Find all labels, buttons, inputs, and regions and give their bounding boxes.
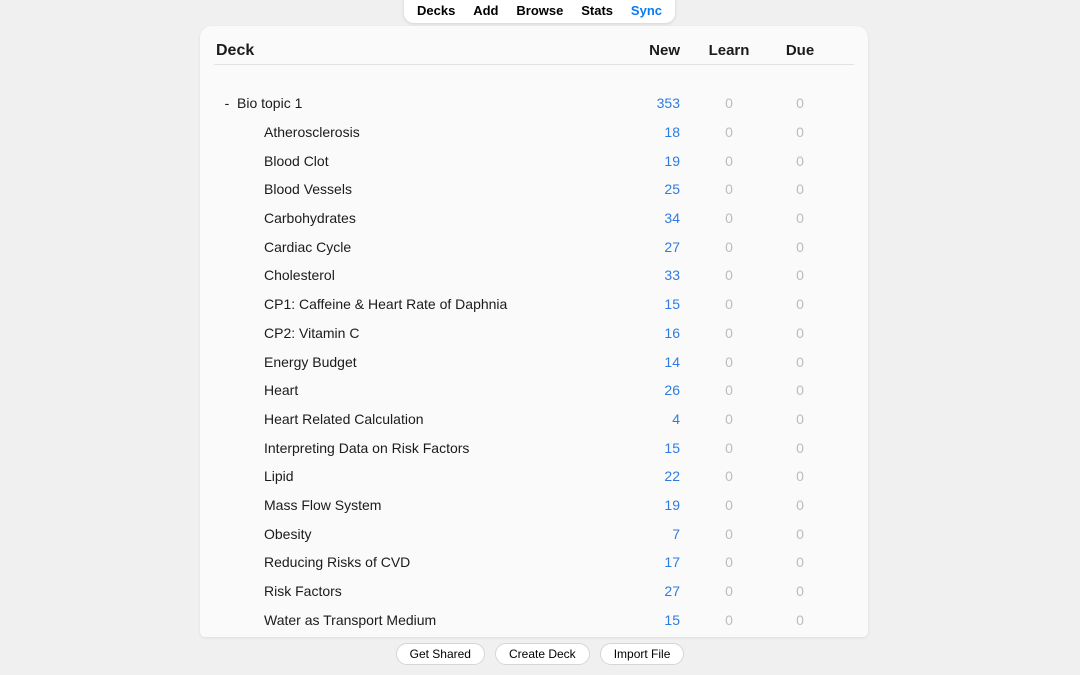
deck-name[interactable]: Obesity [264,525,312,542]
tab-browse[interactable]: Browse [516,3,564,18]
new-count: 19 [664,152,680,169]
due-count: 0 [796,95,804,112]
deck-row[interactable] [200,519,868,548]
due-count: 0 [796,554,804,571]
deck-name-cell [216,124,634,140]
due-count: 0 [796,382,804,399]
new-count: 15 [664,296,680,313]
new-count: 15 [664,611,680,628]
deck-row[interactable] [200,491,868,520]
deck-name[interactable]: Lipid [264,468,294,485]
deck-row[interactable] [200,405,868,434]
learn-count: 0 [725,124,733,141]
new-count: 7 [672,525,680,542]
deck-name-cell [216,210,634,226]
due-count: 0 [796,439,804,456]
due-count: 0 [796,410,804,427]
deck-name-cell [216,153,634,169]
learn-count: 0 [725,238,733,255]
deck-name[interactable]: Blood Clot [264,152,329,169]
deck-name-cell [216,497,634,513]
deck-name-cell [216,181,634,197]
new-count: 19 [664,496,680,513]
deck-row[interactable] [200,290,868,319]
deck-row[interactable] [200,577,868,606]
learn-count: 0 [725,353,733,370]
deck-list-panel [200,26,868,637]
learn-count: 0 [725,181,733,198]
new-count: 16 [664,324,680,341]
column-header-learn: Learn [708,42,750,59]
due-count: 0 [796,238,804,255]
learn-count: 0 [725,296,733,313]
deck-name-cell [216,612,634,628]
footer-actions [0,643,1080,665]
deck-name-cell [216,95,634,111]
tab-decks[interactable]: Decks [417,3,456,18]
learn-count: 0 [725,382,733,399]
new-count: 22 [664,468,680,485]
deck-name[interactable]: Heart [264,382,299,399]
deck-name[interactable]: Mass Flow System [264,496,382,513]
deck-name[interactable]: Blood Vessels [264,181,352,198]
due-count: 0 [796,296,804,313]
learn-count: 0 [725,95,733,112]
new-count: 17 [664,554,680,571]
deck-name[interactable]: Interpreting Data on Risk Factors [264,439,470,456]
new-count: 25 [664,181,680,198]
deck-row[interactable] [200,261,868,290]
deck-name-cell [216,411,634,427]
deck-name[interactable]: Carbohydrates [264,210,356,227]
due-count: 0 [796,611,804,628]
deck-name-cell [216,468,634,484]
import-file-button[interactable]: Import File [600,643,685,665]
deck-name-cell [216,325,634,341]
learn-count: 0 [725,611,733,628]
learn-count: 0 [725,267,733,284]
collapse-toggle-icon[interactable]: - [224,95,230,112]
learn-count: 0 [725,210,733,227]
deck-name[interactable]: Cardiac Cycle [264,238,352,255]
due-count: 0 [796,583,804,600]
deck-name-cell [216,354,634,370]
new-count: 353 [656,95,680,112]
deck-name[interactable]: CP1: Caffeine & Heart Rate of Daphnia [264,296,508,313]
deck-row[interactable] [200,89,868,118]
deck-row[interactable] [200,347,868,376]
top-nav-bar [404,0,675,23]
deck-row[interactable] [200,118,868,147]
due-count: 0 [796,124,804,141]
deck-row[interactable] [200,548,868,577]
new-count: 27 [664,238,680,255]
deck-name[interactable]: Cholesterol [264,267,335,284]
new-count: 4 [672,410,680,427]
deck-row[interactable] [200,319,868,348]
new-count: 15 [664,439,680,456]
learn-count: 0 [725,525,733,542]
deck-table-header [200,26,868,64]
deck-row[interactable] [200,204,868,233]
deck-row[interactable] [200,433,868,462]
deck-name[interactable]: Atherosclerosis [264,124,360,141]
learn-count: 0 [725,554,733,571]
deck-name[interactable]: CP2: Vitamin C [264,324,360,341]
due-count: 0 [796,496,804,513]
learn-count: 0 [725,583,733,600]
deck-name-cell [216,267,634,283]
deck-name-cell [216,554,634,570]
new-count: 27 [664,583,680,600]
deck-row[interactable] [200,232,868,261]
column-header-new: New [649,42,680,59]
column-header-deck: Deck [216,41,255,59]
deck-row[interactable] [200,462,868,491]
deck-name-cell [216,239,634,255]
new-count: 34 [664,210,680,227]
deck-name[interactable]: Water as Transport Medium [264,611,437,628]
deck-name[interactable]: Bio topic 1 [237,95,303,112]
learn-count: 0 [725,410,733,427]
deck-name[interactable]: Reducing Risks of CVD [264,554,411,571]
deck-name[interactable]: Energy Budget [264,353,357,370]
due-count: 0 [796,324,804,341]
header-divider [214,64,854,65]
tab-stats[interactable]: Stats [581,3,614,18]
tab-sync[interactable]: Sync [630,3,662,18]
deck-rows [200,89,868,634]
new-count: 33 [664,267,680,284]
due-count: 0 [796,525,804,542]
due-count: 0 [796,353,804,370]
deck-name-cell [216,296,634,312]
due-count: 0 [796,468,804,485]
deck-name-cell [216,526,634,542]
learn-count: 0 [725,496,733,513]
get-shared-button[interactable]: Get Shared [396,643,485,665]
due-count: 0 [796,210,804,227]
learn-count: 0 [725,324,733,341]
deck-name-cell [216,583,634,599]
deck-row[interactable] [200,376,868,405]
due-count: 0 [796,152,804,169]
deck-row[interactable] [200,146,868,175]
new-count: 14 [664,353,680,370]
column-header-due: Due [785,42,815,59]
learn-count: 0 [725,152,733,169]
new-count: 18 [664,124,680,141]
learn-count: 0 [725,468,733,485]
deck-name-cell [216,382,634,398]
new-count: 26 [664,382,680,399]
deck-name[interactable]: Heart Related Calculation [264,410,424,427]
deck-row[interactable] [200,605,868,634]
deck-name[interactable]: Risk Factors [264,583,342,600]
create-deck-button[interactable]: Create Deck [495,643,590,665]
deck-row[interactable] [200,175,868,204]
due-count: 0 [796,181,804,198]
deck-name-cell [216,440,634,456]
due-count: 0 [796,267,804,284]
tab-add[interactable]: Add [473,3,499,18]
learn-count: 0 [725,439,733,456]
